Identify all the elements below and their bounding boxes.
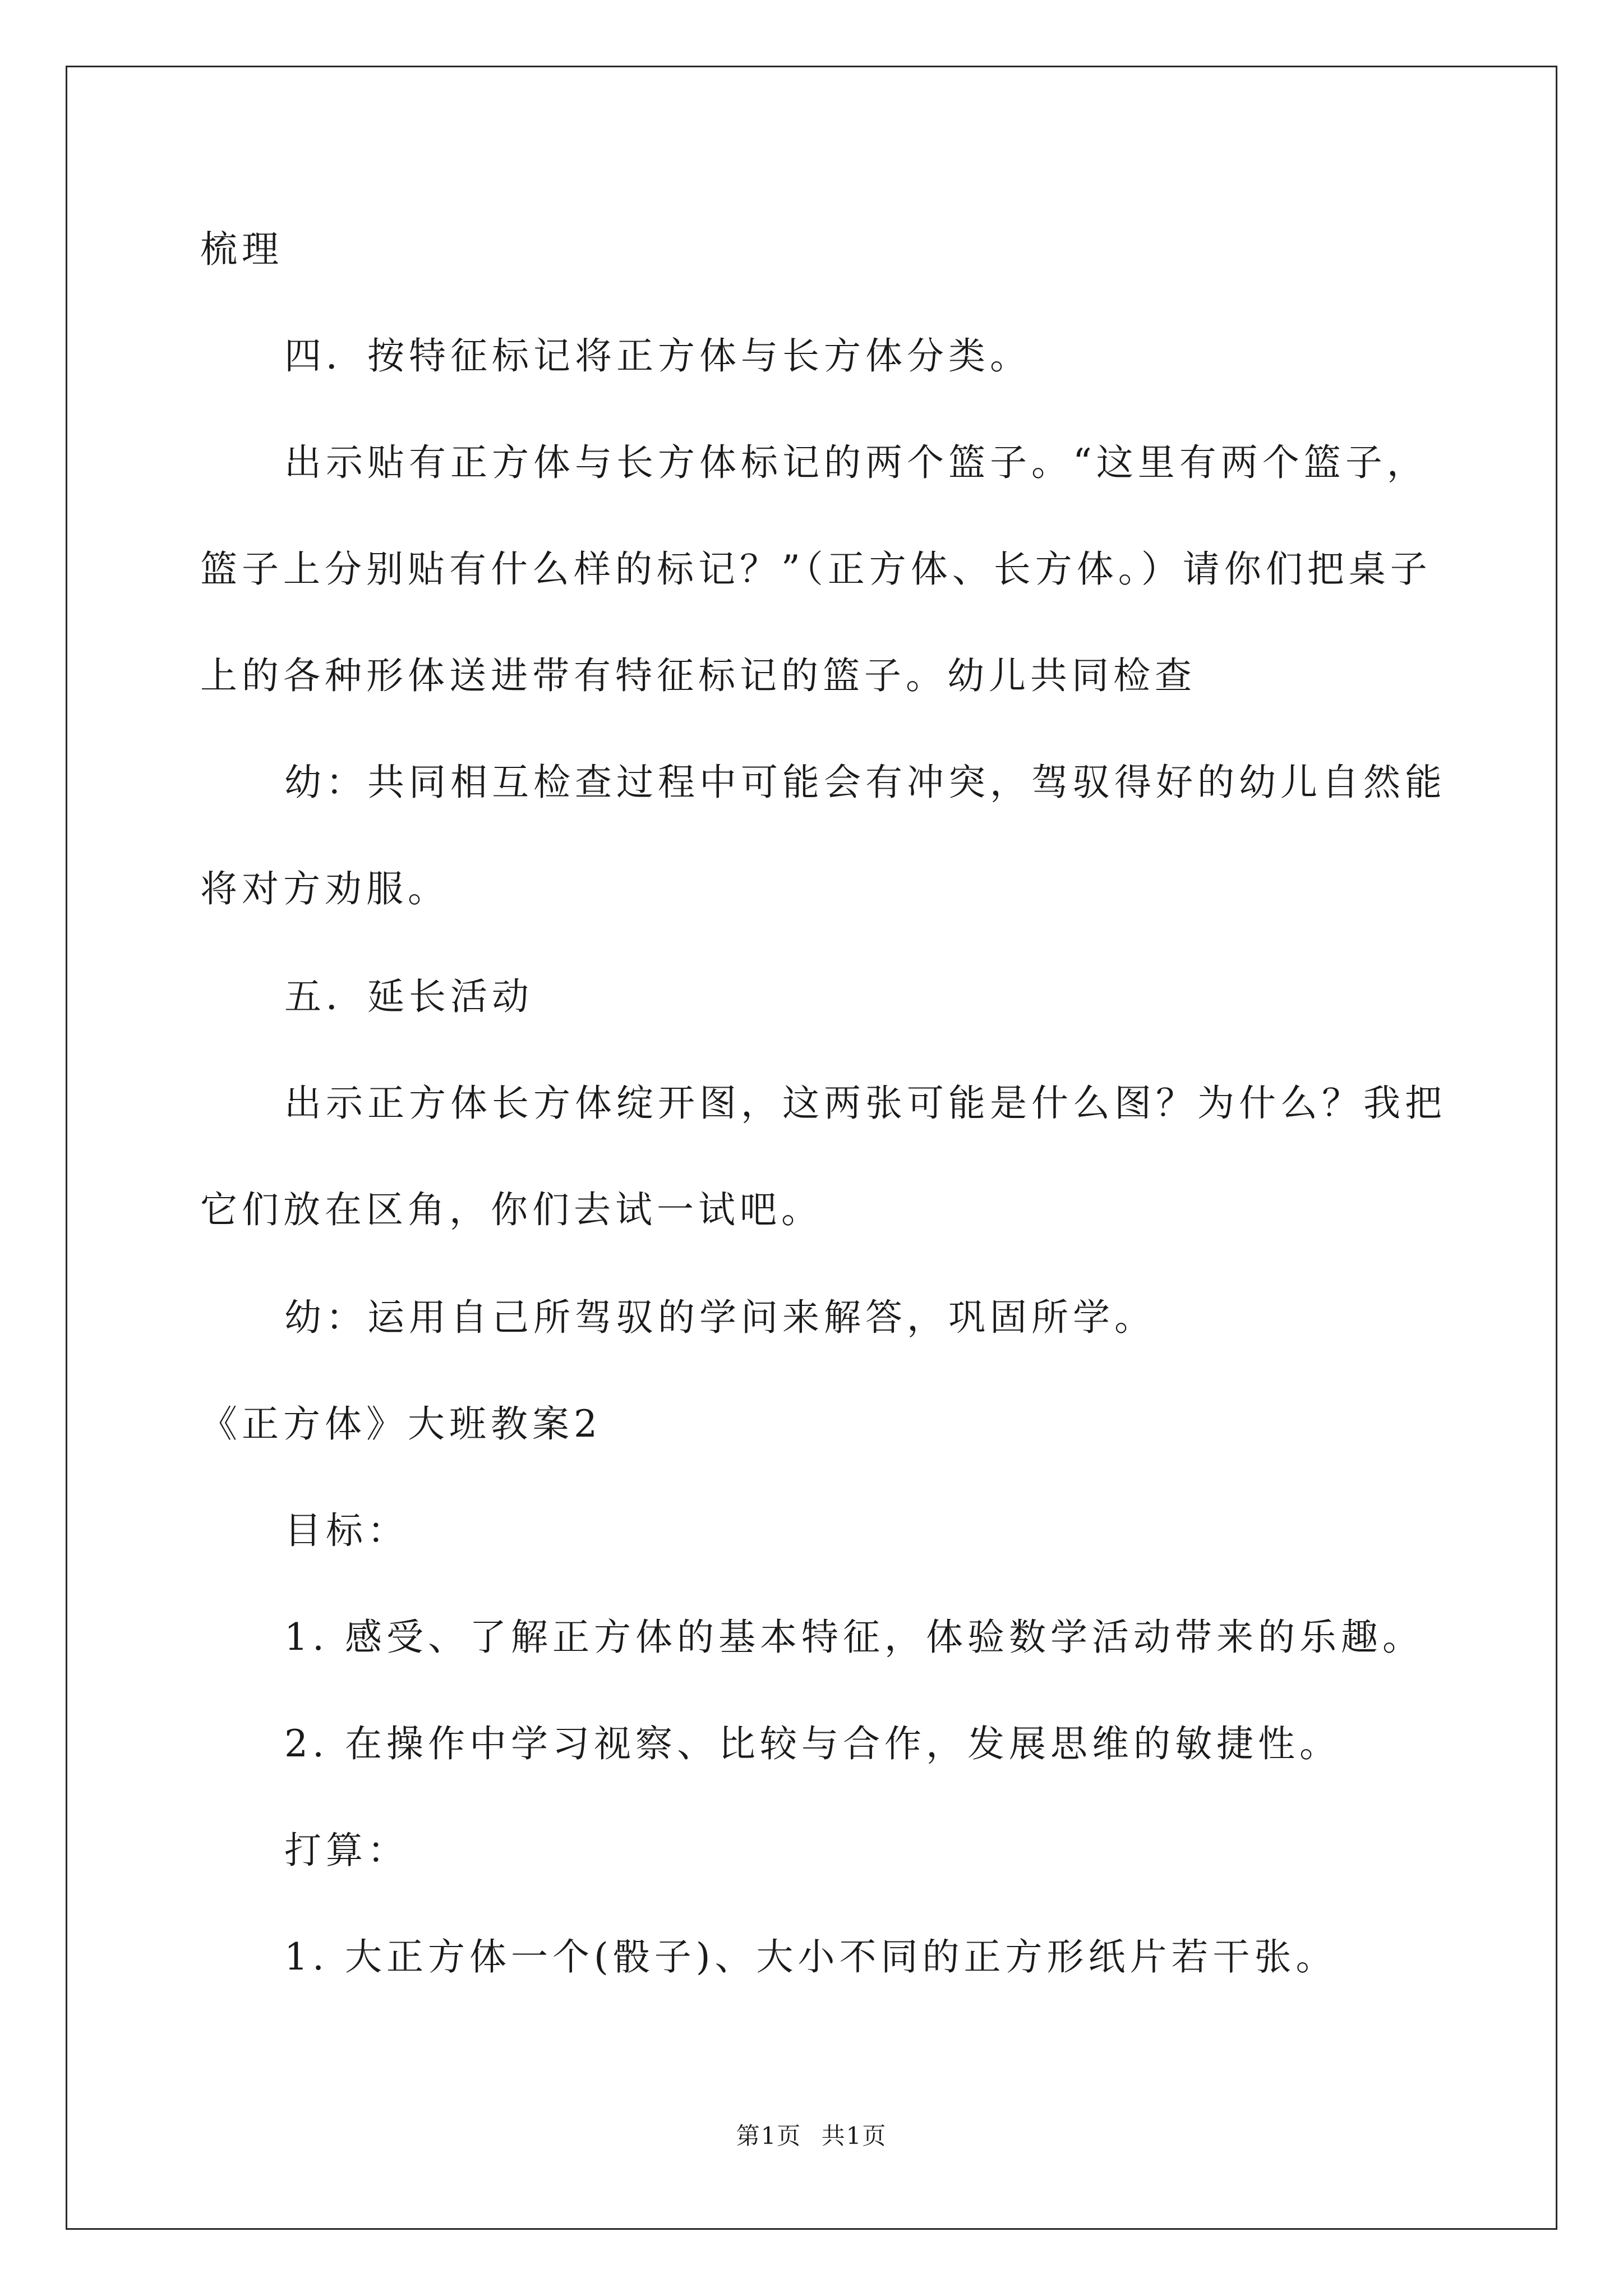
text-line: 目标： xyxy=(284,1509,409,1552)
page-number: 第1页 xyxy=(736,2122,802,2150)
text-line: 打算： xyxy=(284,1829,409,1872)
page-footer xyxy=(0,2122,1623,2150)
text-line: 篮子上分别贴有什么样的标记？”（正方体、长方体。）请你们把桌子 xyxy=(200,547,1432,591)
text-line: 幼：共同相互检查过程中可能会有冲突，驾驭得好的幼儿自然能 xyxy=(284,761,1446,804)
list-item: 2. 在操作中学习视察、比较与合作，发展思维的敏捷性。 xyxy=(284,1722,1341,1765)
text-line: 上的各种形体送进带有特征标记的篮子。幼儿共同检查 xyxy=(200,654,1196,697)
text-line: 它们放在区角，你们去试一试吧。 xyxy=(200,1188,823,1231)
text-line: 梳理 xyxy=(200,228,283,271)
section-heading: 《正方体》大班教案2 xyxy=(200,1402,602,1446)
list-item: 1. 感受、了解正方体的基本特征，体验数学活动带来的乐趣。 xyxy=(284,1616,1424,1659)
text-line: 出示贴有正方体与长方体标记的两个篮子。“这里有两个篮子， xyxy=(284,441,1428,484)
text-line: 五．延长活动 xyxy=(284,975,533,1018)
text-line: 出示正方体长方体绽开图，这两张可能是什么图？为什么？我把 xyxy=(284,1082,1446,1125)
page-border xyxy=(66,66,1557,2230)
text-line: 将对方劝服。 xyxy=(200,867,449,910)
page-total: 共1页 xyxy=(821,2122,887,2150)
text-line: 四．按特征标记将正方体与长方体分类。 xyxy=(284,334,1031,378)
list-item: 1. 大正方体一个(骰子)、大小不同的正方形纸片若干张。 xyxy=(284,1935,1338,1978)
text-line: 幼：运用自己所驾驭的学问来解答，巩固所学。 xyxy=(284,1296,1156,1339)
